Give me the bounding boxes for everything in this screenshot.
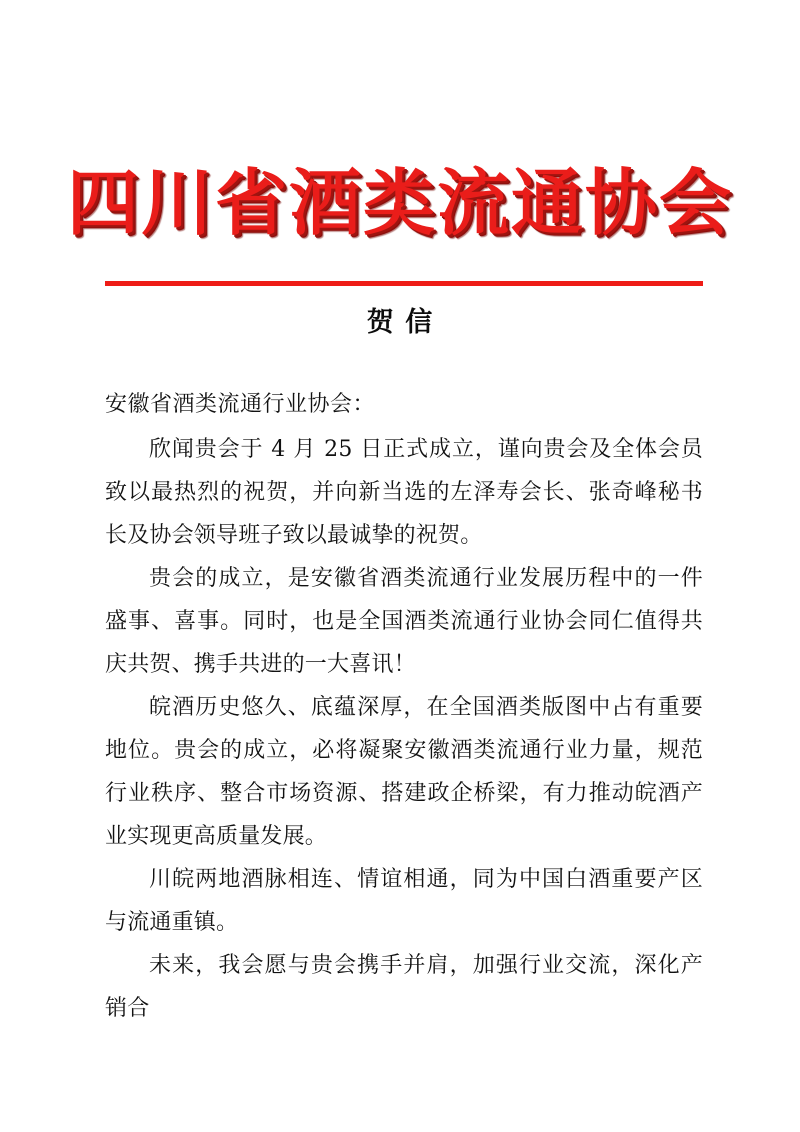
body-paragraph: 皖酒历史悠久、底蕴深厚，在全国酒类版图中占有重要地位。贵会的成立，必将凝聚安徽酒类流通行业力量，规范行业秩序、整合市场资源、搭建政企桥梁，有力推动皖酒产业实现更高质量发展。 — [105, 695, 703, 849]
letterhead-divider-rule — [105, 281, 703, 286]
letterhead-organization-title: 四川省酒类流通协会 — [66, 160, 733, 245]
body-paragraph: 贵会的成立，是安徽省酒类流通行业发展历程中的一件盛事、喜事。同时，也是全国酒类流通行业协会同仁值得共庆共贺、携手共进的一大喜讯！ — [105, 566, 703, 677]
letterhead — [0, 160, 800, 246]
salutation-line: 安徽省酒类流通行业协会： — [105, 392, 376, 417]
body-paragraph: 未来，我会愿与贵会携手并肩，加强行业交流，深化产销合 — [105, 953, 703, 1021]
body-paragraph: 川皖两地酒脉相连、情谊相通，同为中国白酒重要产区与流通重镇。 — [105, 867, 703, 935]
document-title: 贺 信 — [366, 307, 434, 338]
body-paragraph: 欣闻贵会于 4 月 25 日正式成立，谨向贵会及全体会员致以最热烈的祝贺，并向新当选的左泽寿会长、张奇峰秘书长及协会领导班子致以最诚挚的祝贺。 — [105, 437, 703, 548]
document-body — [105, 383, 703, 1030]
